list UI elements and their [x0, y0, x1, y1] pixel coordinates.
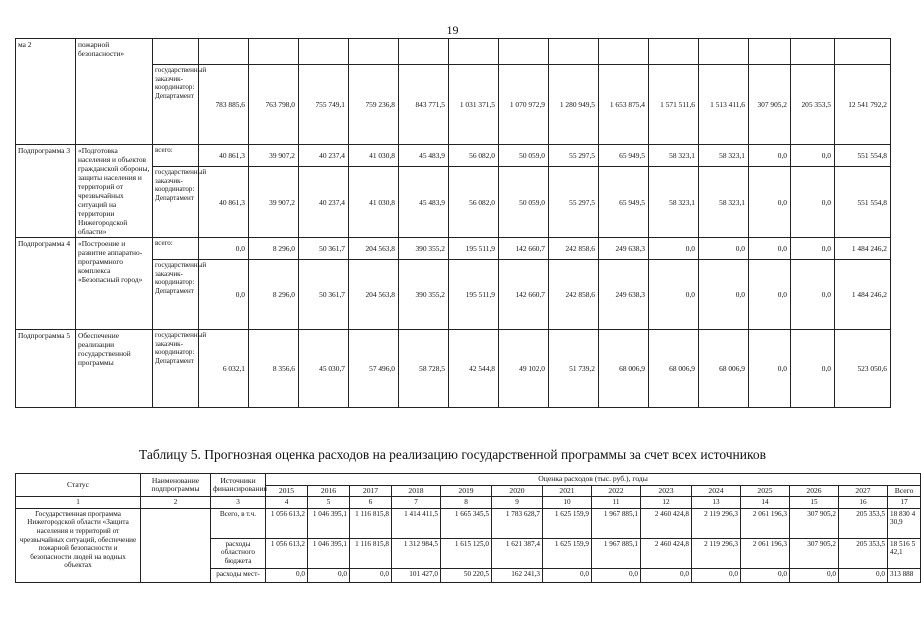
value-cell: 58 728,5 [399, 330, 449, 408]
value-cell: 50 059,0 [499, 145, 549, 167]
value-cell: 8 296,0 [249, 260, 299, 330]
column-index: 14 [741, 497, 790, 509]
value-cell: 523 050,6 [835, 330, 891, 408]
value-cell: 204 563,8 [349, 260, 399, 330]
value-cell: 45 030,7 [299, 330, 349, 408]
program-name-cell: «Построение и развитие аппаратно-программного комплекса «Безопасный город» [76, 238, 153, 330]
value-cell [791, 39, 835, 65]
value-cell [649, 39, 699, 65]
value-cell: 0,0 [749, 145, 791, 167]
source-cell [153, 39, 199, 65]
value-cell: 8 356,6 [249, 330, 299, 408]
value-cell [549, 39, 599, 65]
program-name-cell: «Подготовка населения и объектов гражданской обороны, защиты населения и территорий от чрезвычайных ситуаций на территории Нижегородской области» [76, 145, 153, 238]
year-header: 2025 [741, 485, 790, 497]
value-cell: 0,0 [791, 330, 835, 408]
value-cell: 755 749,1 [299, 65, 349, 145]
program-name-cell: Обеспечение реализации государственной программы [76, 330, 153, 408]
value-cell: 2 061 196,3 [741, 508, 790, 538]
value-cell [199, 39, 249, 65]
value-cell [599, 39, 649, 65]
value-cell: 195 511,9 [449, 260, 499, 330]
value-cell: 18 516 542,1 [888, 538, 921, 568]
value-cell: 68 006,9 [599, 330, 649, 408]
value-cell: 58 323,1 [649, 145, 699, 167]
page-number: 19 [446, 23, 459, 37]
column-index: 1 [16, 497, 141, 509]
column-index: 3 [211, 497, 266, 509]
value-cell: 0,0 [791, 260, 835, 330]
value-cell: 0,0 [749, 260, 791, 330]
value-cell: 2 460 424,8 [641, 538, 692, 568]
value-cell: 51 739,2 [549, 330, 599, 408]
value-cell: 41 030,8 [349, 145, 399, 167]
column-index: 6 [350, 497, 392, 509]
value-cell: 1 783 628,7 [492, 508, 543, 538]
value-cell: 205 353,5 [791, 65, 835, 145]
year-header: 2015 [266, 485, 308, 497]
value-cell: 1 484 246,2 [835, 260, 891, 330]
value-cell: 0,0 [699, 238, 749, 260]
year-header: 2026 [790, 485, 839, 497]
table-row [16, 145, 891, 167]
value-cell: 0,0 [791, 238, 835, 260]
value-cell: 0,0 [308, 568, 350, 582]
value-cell: 249 638,3 [599, 238, 649, 260]
value-cell: 1 615 125,0 [441, 538, 492, 568]
year-header: 2027 [839, 485, 888, 497]
table5-index-row [16, 497, 921, 509]
column-index: 13 [692, 497, 741, 509]
value-cell: 18 830 430,9 [888, 508, 921, 538]
continued-table [15, 38, 891, 408]
value-cell: 49 102,0 [499, 330, 549, 408]
value-cell: 2 119 296,3 [692, 508, 741, 538]
value-cell: 45 483,9 [399, 145, 449, 167]
header-estimate: Оценка расходов (тыс. руб.), годы [266, 474, 921, 486]
value-cell: 551 554,8 [835, 145, 891, 167]
value-cell: 0,0 [649, 260, 699, 330]
year-header: Всего [888, 485, 921, 497]
value-cell: 1 967 885,1 [592, 538, 641, 568]
status-cell: Подпрограмма 5 [16, 330, 76, 408]
column-index: 15 [790, 497, 839, 509]
value-cell: 40 861,3 [199, 145, 249, 167]
value-cell: 390 355,2 [399, 260, 449, 330]
value-cell: 56 082,0 [449, 167, 499, 238]
year-header: 2019 [441, 485, 492, 497]
value-cell: 0,0 [199, 260, 249, 330]
source-cell: государственный заказчик-координатор: Департамент [153, 167, 199, 238]
value-cell: 0,0 [749, 238, 791, 260]
value-cell: 0,0 [839, 568, 888, 582]
value-cell: 551 554,8 [835, 167, 891, 238]
value-cell: 162 241,3 [492, 568, 543, 582]
value-cell: 205 353,5 [839, 538, 888, 568]
column-index: 7 [392, 497, 441, 509]
value-cell: 0,0 [699, 260, 749, 330]
column-index: 8 [441, 497, 492, 509]
value-cell [835, 39, 891, 65]
value-cell: 204 563,8 [349, 238, 399, 260]
program-name-cell: пожарной безопасности» [76, 39, 153, 145]
value-cell [749, 39, 791, 65]
value-cell: 8 296,0 [249, 238, 299, 260]
value-cell: 307 905,2 [749, 65, 791, 145]
table5 [15, 473, 921, 583]
value-cell: 65 949,5 [599, 167, 649, 238]
value-cell: 0,0 [692, 568, 741, 582]
column-index: 2 [141, 497, 211, 509]
value-cell: 307 905,2 [790, 508, 839, 538]
source-cell: всего: [153, 145, 199, 167]
value-cell: 1 625 159,9 [543, 538, 592, 568]
value-cell: 0,0 [641, 568, 692, 582]
value-cell: 0,0 [749, 330, 791, 408]
year-header: 2024 [692, 485, 741, 497]
column-index: 4 [266, 497, 308, 509]
value-cell: 58 323,1 [699, 145, 749, 167]
value-cell: 40 237,4 [299, 167, 349, 238]
value-cell: 56 082,0 [449, 145, 499, 167]
value-cell: 2 119 296,3 [692, 538, 741, 568]
value-cell: 1 312 984,5 [392, 538, 441, 568]
source-cell: государственный заказчик-координатор: Департамент [153, 330, 199, 408]
value-cell: 313 888 [888, 568, 921, 582]
value-cell [399, 39, 449, 65]
value-cell: 142 660,7 [499, 260, 549, 330]
value-cell [299, 39, 349, 65]
value-cell: 39 907,2 [249, 145, 299, 167]
year-header: 2022 [592, 485, 641, 497]
value-cell: 0,0 [199, 238, 249, 260]
year-header: 2017 [350, 485, 392, 497]
value-cell: 58 323,1 [649, 167, 699, 238]
table-row [16, 508, 921, 538]
value-cell: 50 361,7 [299, 238, 349, 260]
value-cell: 1 484 246,2 [835, 238, 891, 260]
value-cell [349, 39, 399, 65]
table-row [16, 330, 891, 408]
value-cell: 0,0 [790, 568, 839, 582]
value-cell: 12 541 792,2 [835, 65, 891, 145]
value-cell: 1 621 387,4 [492, 538, 543, 568]
source-cell: расходы областного бюджета [211, 538, 266, 568]
value-cell: 205 353,5 [839, 508, 888, 538]
table5-header-row [16, 474, 921, 486]
value-cell: 1 280 949,5 [549, 65, 599, 145]
value-cell: 0,0 [741, 568, 790, 582]
value-cell: 1 513 411,6 [699, 65, 749, 145]
value-cell: 58 323,1 [699, 167, 749, 238]
value-cell: 55 297,5 [549, 167, 599, 238]
value-cell: 0,0 [649, 238, 699, 260]
value-cell: 142 660,7 [499, 238, 549, 260]
value-cell: 0,0 [592, 568, 641, 582]
value-cell: 45 483,9 [399, 167, 449, 238]
value-cell: 0,0 [350, 568, 392, 582]
value-cell: 242 858,6 [549, 238, 599, 260]
status-cell: Подпрограмма 3 [16, 145, 76, 238]
value-cell: 57 496,0 [349, 330, 399, 408]
value-cell: 249 638,3 [599, 260, 649, 330]
value-cell: 1 056 613,2 [266, 538, 308, 568]
value-cell: 101 427,0 [392, 568, 441, 582]
value-cell: 1 116 815,8 [350, 508, 392, 538]
value-cell [449, 39, 499, 65]
value-cell: 1 967 885,1 [592, 508, 641, 538]
year-header: 2016 [308, 485, 350, 497]
year-header: 2023 [641, 485, 692, 497]
value-cell: 65 949,5 [599, 145, 649, 167]
value-cell: 1 625 159,9 [543, 508, 592, 538]
value-cell: 1 031 371,5 [449, 65, 499, 145]
value-cell: 1 414 411,5 [392, 508, 441, 538]
column-index: 12 [641, 497, 692, 509]
value-cell: 1 571 511,6 [649, 65, 699, 145]
header-name: Наименование подпрограммы [141, 474, 211, 497]
value-cell: 759 236,8 [349, 65, 399, 145]
value-cell: 40 237,4 [299, 145, 349, 167]
program-name-cell [141, 508, 211, 582]
value-cell: 1 116 815,8 [350, 538, 392, 568]
value-cell: 0,0 [791, 145, 835, 167]
value-cell: 41 030,8 [349, 167, 399, 238]
value-cell: 307 905,2 [790, 538, 839, 568]
value-cell: 0,0 [749, 167, 791, 238]
column-index: 10 [543, 497, 592, 509]
value-cell: 1 046 395,1 [308, 508, 350, 538]
source-cell: государственный заказчик-координатор: Департамент [153, 260, 199, 330]
year-header: 2020 [492, 485, 543, 497]
source-cell: Всего, в т.ч. [211, 508, 266, 538]
value-cell: 68 006,9 [699, 330, 749, 408]
value-cell: 40 861,3 [199, 167, 249, 238]
value-cell: 1 070 972,9 [499, 65, 549, 145]
header-sources: Источники финансирования [211, 474, 266, 497]
value-cell: 0,0 [791, 167, 835, 238]
value-cell: 2 061 196,3 [741, 538, 790, 568]
column-index: 17 [888, 497, 921, 509]
column-index: 16 [839, 497, 888, 509]
value-cell: 2 460 424,8 [641, 508, 692, 538]
value-cell: 843 771,5 [399, 65, 449, 145]
value-cell: 39 907,2 [249, 167, 299, 238]
year-header: 2018 [392, 485, 441, 497]
value-cell: 0,0 [543, 568, 592, 582]
column-index: 11 [592, 497, 641, 509]
value-cell: 0,0 [266, 568, 308, 582]
value-cell: 68 006,9 [649, 330, 699, 408]
value-cell: 242 858,6 [549, 260, 599, 330]
value-cell: 390 355,2 [399, 238, 449, 260]
value-cell [249, 39, 299, 65]
table5-title: Таблицу 5. Прогнозная оценка расходов на реализацию государственной программы за счет всех источников [139, 447, 766, 462]
source-cell: расходы мест- [211, 568, 266, 582]
value-cell [699, 39, 749, 65]
value-cell: 50 361,7 [299, 260, 349, 330]
table-row [16, 238, 891, 260]
table-row [16, 39, 891, 65]
status-cell: Государственная программа Нижегородской области «Защита населения и территорий от чрезвычайных ситуаций, обеспечение пожарной безопасности и безопасности людей на водных объектах [16, 508, 141, 582]
value-cell: 6 032,1 [199, 330, 249, 408]
value-cell: 1 056 613,2 [266, 508, 308, 538]
value-cell: 55 297,5 [549, 145, 599, 167]
value-cell: 50 059,0 [499, 167, 549, 238]
value-cell: 1 046 395,1 [308, 538, 350, 568]
value-cell: 42 544,8 [449, 330, 499, 408]
source-cell: всего: [153, 238, 199, 260]
value-cell: 50 220,5 [441, 568, 492, 582]
column-index: 5 [308, 497, 350, 509]
year-header: 2021 [543, 485, 592, 497]
column-index: 9 [492, 497, 543, 509]
header-status: Статус [16, 474, 141, 497]
status-cell: ма 2 [16, 39, 76, 145]
value-cell: 783 885,6 [199, 65, 249, 145]
value-cell: 1 653 875,4 [599, 65, 649, 145]
value-cell: 195 511,9 [449, 238, 499, 260]
value-cell: 763 798,0 [249, 65, 299, 145]
source-cell: государственный заказчик-координатор: Департамент [153, 65, 199, 145]
value-cell: 1 665 345,5 [441, 508, 492, 538]
value-cell [499, 39, 549, 65]
status-cell: Подпрограмма 4 [16, 238, 76, 330]
